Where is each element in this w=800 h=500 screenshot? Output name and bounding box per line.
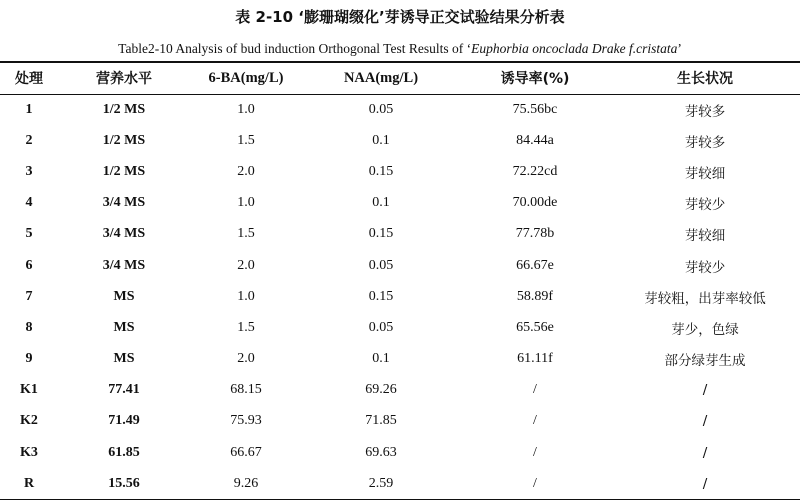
cell-treatment: 5 — [25, 226, 33, 242]
cell-naa: 0.15 — [368, 226, 394, 242]
cell-naa: 0.1 — [372, 195, 390, 211]
cell-6ba: 68.15 — [230, 382, 262, 398]
cell-induction-rate: 58.89f — [516, 288, 554, 304]
cell-6ba: 1.5 — [237, 132, 255, 148]
cell-6ba: 2.0 — [237, 257, 255, 273]
cell-6ba: 1.0 — [237, 195, 255, 211]
cell-treatment: 4 — [25, 195, 33, 211]
cell-nutrient-level: MS — [113, 319, 135, 335]
cell-induction-rate: 72.22cd — [512, 163, 558, 179]
cell-nutrient-level: 3/4 MS — [102, 257, 146, 273]
header-induction-rate: 诱导率(%) — [460, 62, 610, 94]
cell-treatment: 8 — [25, 319, 33, 335]
cell-induction-rate: 66.67e — [516, 257, 554, 273]
cell-nutrient-level: 1/2 MS — [102, 132, 146, 148]
cell-naa: 0.15 — [368, 288, 394, 304]
cell-6ba: 9.26 — [190, 468, 302, 499]
cell-growth-status: / — [610, 468, 800, 499]
cell-naa: 69.63 — [365, 444, 397, 460]
table-row — [0, 312, 800, 343]
cell-growth-status: / — [702, 382, 708, 399]
cell-naa: 0.1 — [372, 132, 390, 148]
header-naa: NAA(mg/L) — [302, 62, 460, 94]
cell-induction-rate: / — [460, 468, 610, 499]
cell-growth-status: 芽较多 — [684, 103, 726, 120]
cell-growth-status: / — [702, 444, 708, 461]
cell-nutrient-level: 15.56 — [58, 468, 190, 499]
cell-treatment: K3 — [20, 444, 38, 460]
cell-nutrient-level: 61.85 — [108, 444, 140, 460]
cell-naa: 0.15 — [368, 163, 394, 179]
cell-6ba: 1.5 — [237, 226, 255, 242]
header-row — [0, 62, 800, 94]
cell-naa: 2.59 — [302, 468, 460, 499]
cell-treatment: 6 — [25, 257, 33, 273]
cell-nutrient-level: 1/2 MS — [102, 101, 146, 117]
cell-growth-status: 芽较细 — [684, 228, 726, 245]
cell-treatment: 2 — [25, 132, 33, 148]
cell-nutrient-level: 71.49 — [108, 413, 140, 429]
cell-6ba: 2.0 — [237, 163, 255, 179]
cell-naa: 0.05 — [368, 257, 394, 273]
cell-induction-rate: / — [533, 413, 537, 429]
cell-6ba: 1.0 — [237, 101, 255, 117]
cell-nutrient-level: 77.41 — [108, 382, 140, 398]
cell-induction-rate: / — [533, 444, 537, 460]
species-name: Euphorbia oncoclada Drake f.cristata — [471, 41, 678, 56]
title-en-prefix: Table2-10 Analysis of bud induction Orthogonal Test Results of ‘ — [118, 41, 472, 56]
table-row — [0, 94, 800, 125]
cell-nutrient-level: MS — [113, 288, 135, 304]
cell-naa: 69.26 — [365, 382, 397, 398]
cell-treatment: 1 — [25, 101, 33, 117]
cell-treatment: K1 — [20, 382, 38, 398]
cell-growth-status: / — [702, 413, 708, 430]
cell-treatment: 7 — [25, 288, 33, 304]
table-title-chinese: 表 2-10 ‘膨珊瑚缀化’芽诱导正交试验结果分析表 — [235, 8, 565, 26]
cell-6ba: 2.0 — [237, 351, 255, 367]
table-row — [0, 437, 800, 468]
cell-growth-status: 芽较多 — [684, 134, 726, 151]
cell-6ba: 66.67 — [230, 444, 262, 460]
cell-growth-status: 芽少，色绿 — [671, 321, 739, 338]
table-row — [0, 156, 800, 187]
table-row — [0, 375, 800, 406]
table-row — [0, 188, 800, 219]
table-row — [0, 468, 800, 499]
cell-naa: 0.1 — [372, 351, 390, 367]
cell-naa: 0.05 — [368, 101, 394, 117]
cell-induction-rate: 77.78b — [515, 226, 555, 242]
cell-nutrient-level: 3/4 MS — [102, 195, 146, 211]
cell-induction-rate: 84.44a — [516, 132, 554, 148]
cell-nutrient-level: 3/4 MS — [102, 226, 146, 242]
table-row — [0, 281, 800, 312]
cell-growth-status: 部分绿芽生成 — [664, 353, 746, 370]
cell-growth-status: 芽较细 — [684, 165, 726, 182]
header-treatment: 处理 — [0, 62, 58, 94]
header-nutrient-level: 营养水平 — [58, 62, 190, 94]
cell-growth-status: 芽较少 — [684, 259, 726, 276]
cell-treatment: 3 — [25, 163, 33, 179]
title-en-suffix: ’ — [677, 41, 682, 56]
cell-induction-rate: 75.56bc — [512, 101, 558, 117]
cell-nutrient-level: MS — [113, 351, 135, 367]
cell-induction-rate: 61.11f — [517, 351, 553, 367]
table-title-english — [0, 41, 800, 57]
cell-naa: 71.85 — [365, 413, 397, 429]
header-growth-status: 生长状况 — [610, 62, 800, 94]
cell-6ba: 1.5 — [237, 319, 255, 335]
cell-nutrient-level: 1/2 MS — [102, 163, 146, 179]
table-row — [0, 219, 800, 250]
table-row — [0, 406, 800, 437]
cell-6ba: 75.93 — [230, 413, 262, 429]
header-6ba: 6-BA(mg/L) — [190, 62, 302, 94]
table-row — [0, 250, 800, 281]
table-row — [0, 125, 800, 156]
cell-treatment: K2 — [20, 413, 38, 429]
cell-treatment: 9 — [25, 351, 33, 367]
table-row — [0, 344, 800, 375]
cell-induction-rate: 70.00de — [512, 195, 558, 211]
cell-induction-rate: 65.56e — [516, 319, 554, 335]
cell-naa: 0.05 — [368, 319, 394, 335]
cell-growth-status: 芽较少 — [684, 197, 726, 214]
cell-treatment: R — [0, 468, 58, 499]
cell-growth-status: 芽较粗，出芽率较低 — [644, 290, 766, 307]
cell-6ba: 1.0 — [237, 288, 255, 304]
cell-induction-rate: / — [533, 382, 537, 398]
orthogonal-test-table — [0, 61, 800, 500]
